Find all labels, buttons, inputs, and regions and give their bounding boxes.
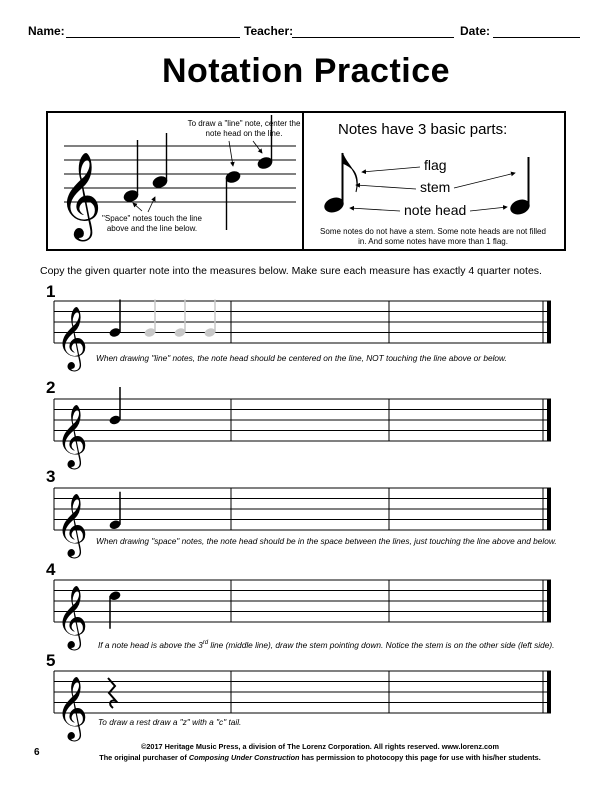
stem-label: stem: [420, 179, 451, 195]
permission-line: The original purchaser of Composing Under Construction has permission to photocopy this page for use with his/her students.: [99, 753, 541, 762]
eighth-note-icon: [323, 153, 357, 214]
treble-clef-icon: 𝄞: [58, 152, 102, 238]
treble-clef-icon: 𝄞: [56, 676, 88, 739]
exercise-staves: [54, 300, 551, 743]
parts-title: Notes have 3 basic parts:: [338, 121, 508, 138]
exercise-note-3: When drawing "space" notes, the note head should be in the space between the lines, just touching the line above and below.: [96, 536, 557, 546]
date-label: Date:: [460, 24, 491, 38]
quarter-rest-icon: [108, 678, 116, 708]
line-note-caption: To draw a "line" note, center the note head on the line.: [187, 119, 301, 138]
exercise-number-2: 2: [46, 378, 56, 397]
exercise-note-5: To draw a rest draw a "z" with a "c" tail.: [98, 717, 242, 727]
treble-clef-icon: 𝄞: [56, 493, 88, 556]
instructions: Copy the given quarter note into the measures below. Make sure each measure has exactly 4 quarter notes.: [40, 265, 542, 277]
parts-caption: Some notes do not have a stem. Some note heads are not filled in. And some notes have more than 1 flag.: [320, 227, 546, 246]
page-number: 6: [34, 747, 40, 758]
copyright-line: ©2017 Heritage Music Press, a division of The Lorenz Corporation. All rights reserved. www.lorenz.com: [140, 742, 499, 751]
treble-clef-icon: 𝄞: [56, 404, 88, 467]
exercise-note-4: If a note head is above the 3rd line (middle line), draw the stem pointing down. Notice the stem is on the other side (left side).: [98, 640, 555, 650]
exercise-number-1: 1: [46, 282, 56, 301]
note-head-label: note head: [404, 202, 467, 218]
exercise-number-5: 5: [46, 651, 56, 670]
treble-clef-icon: 𝄞: [56, 585, 88, 648]
quarter-note-icon: [509, 157, 531, 216]
arrow-icon: [133, 141, 262, 212]
arrow-icon: [350, 167, 515, 211]
flag-label: flag: [424, 157, 447, 173]
treble-clef-icon: 𝄞: [56, 306, 88, 369]
exercise-number-3: 3: [46, 467, 56, 486]
exercise-number-4: 4: [46, 560, 56, 579]
page-title: Notation Practice: [161, 52, 451, 90]
space-note-caption: "Space" notes touch the line above and the line below.: [102, 214, 202, 233]
teacher-label: Teacher:: [244, 24, 294, 38]
exercise-note-1: When drawing "line" notes, the note head should be centered on the line, NOT touching the line above or below.: [96, 353, 507, 363]
name-label: Name:: [28, 24, 65, 38]
example-notes: [123, 115, 274, 230]
